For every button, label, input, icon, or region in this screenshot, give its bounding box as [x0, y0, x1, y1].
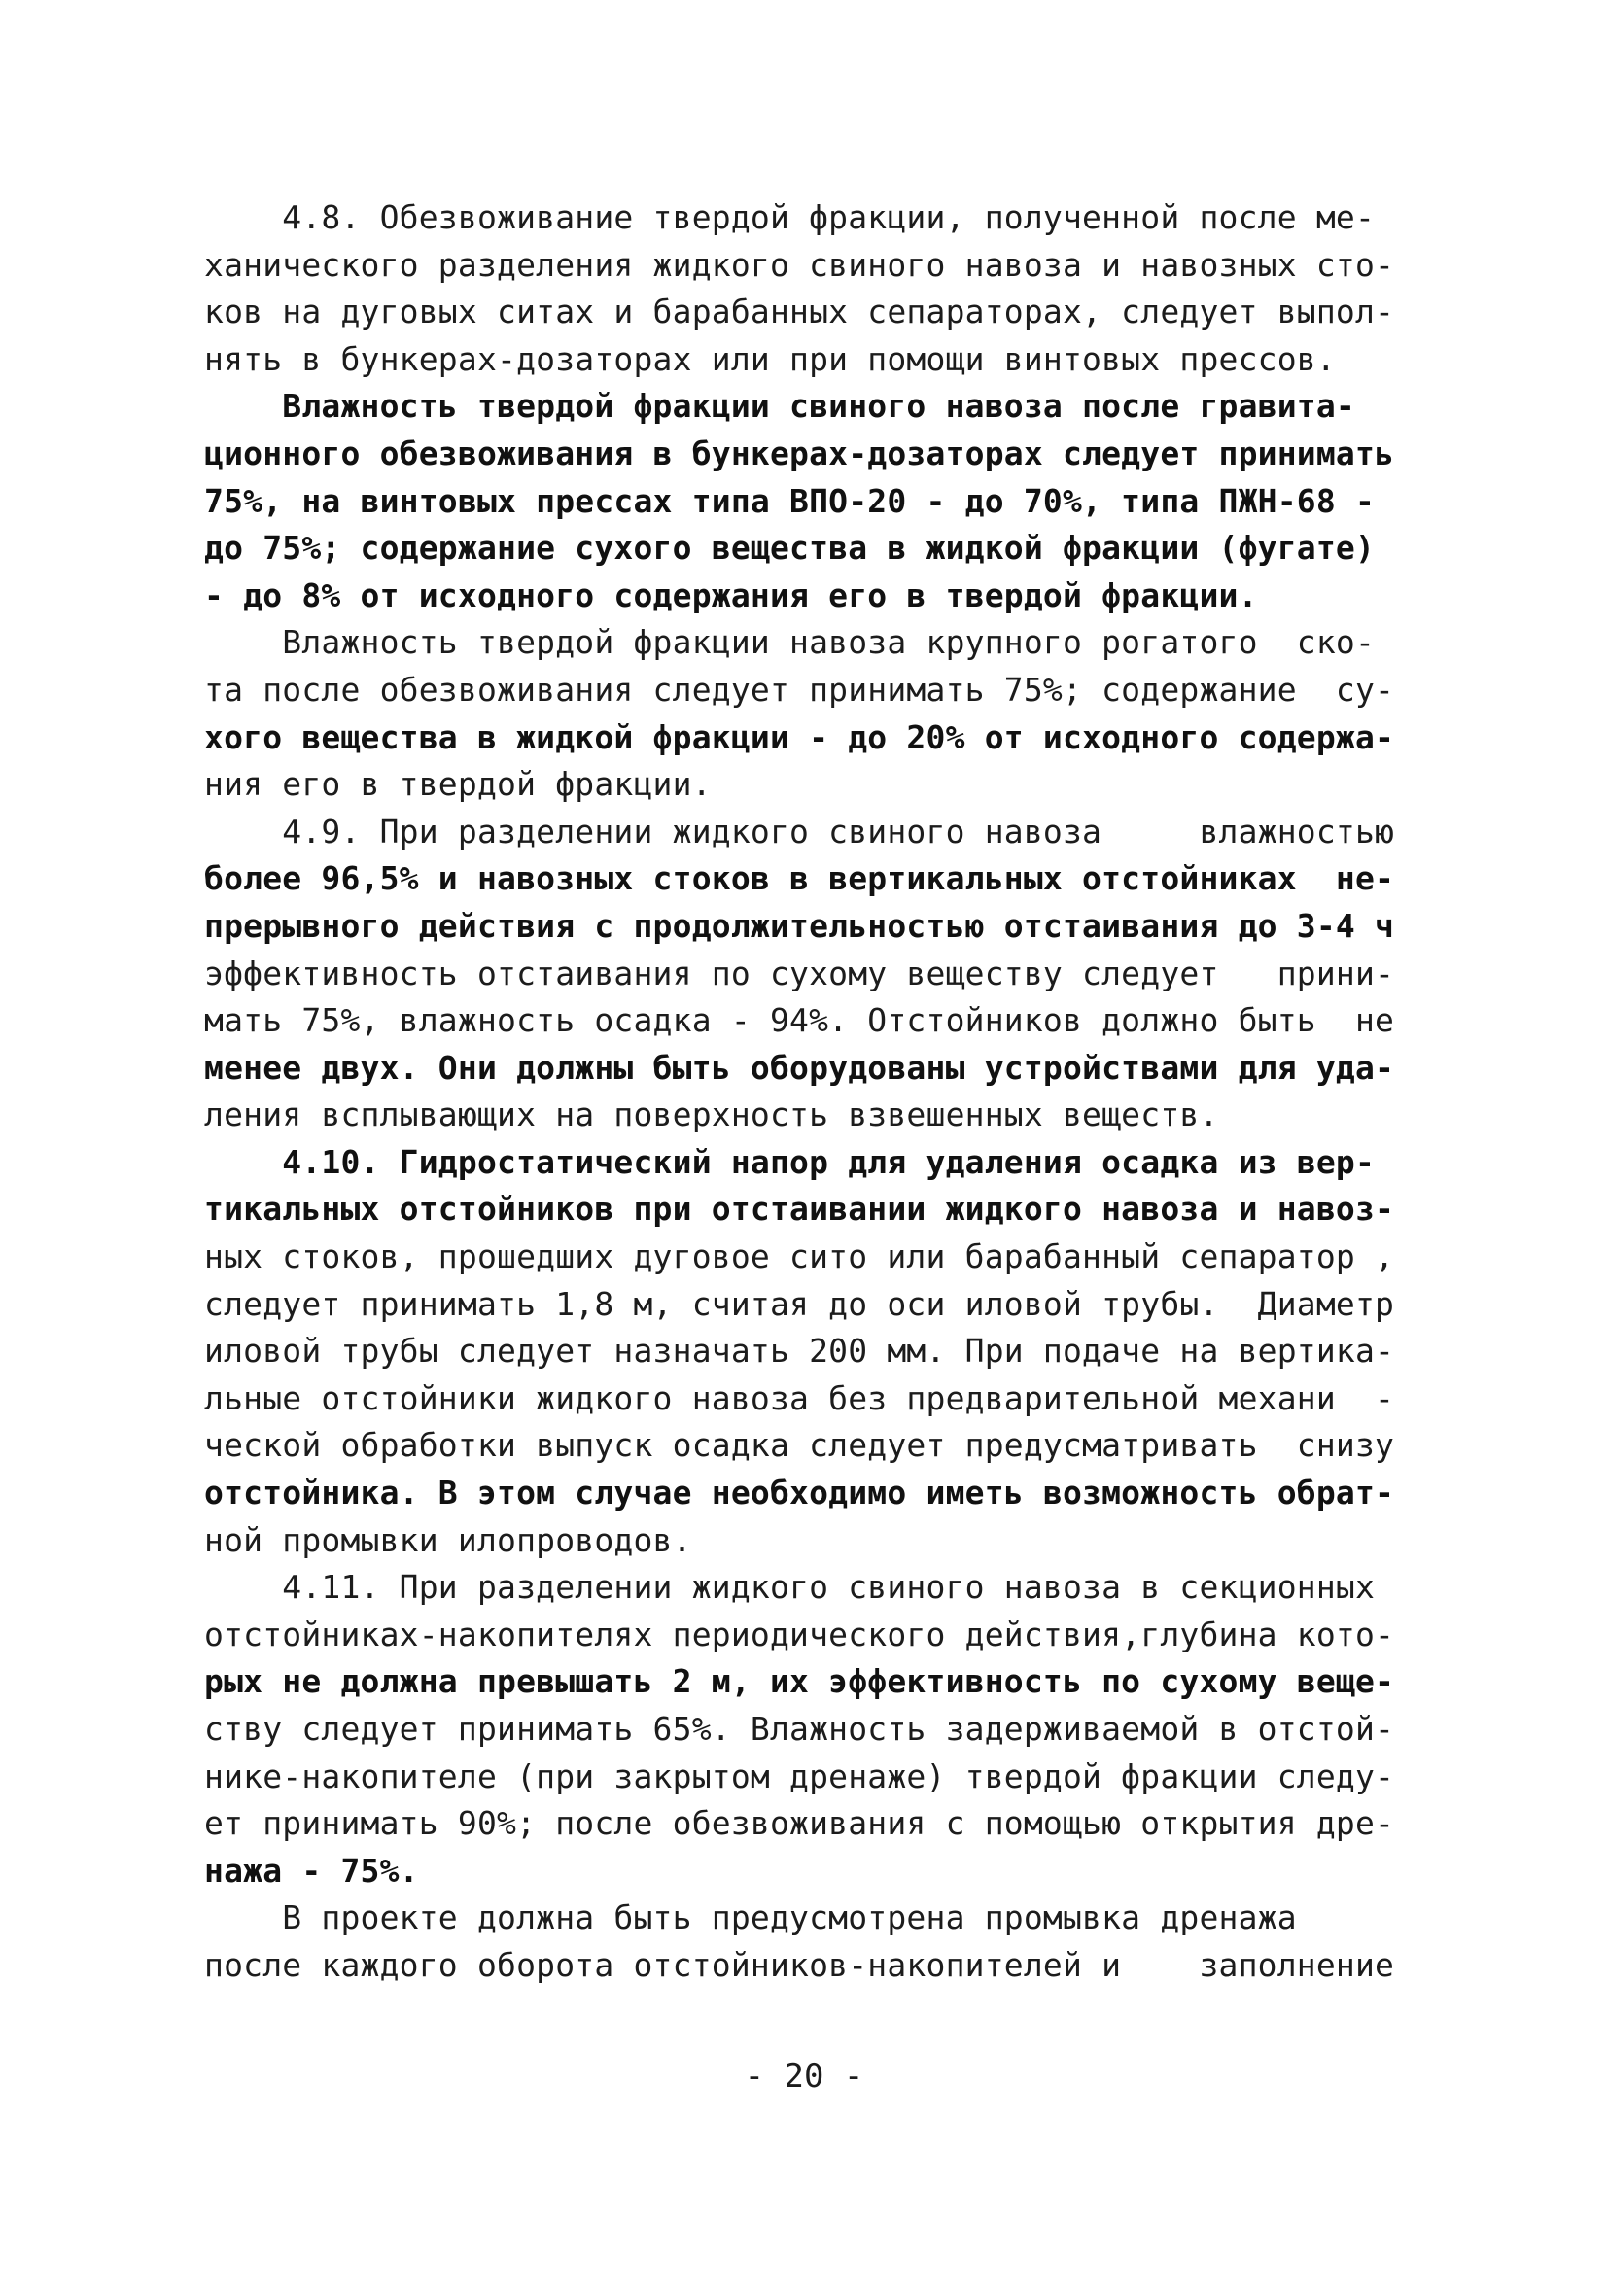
text-line: ных стоков, прошедших дуговое сито или барабанный сепаратор , [204, 1237, 1395, 1276]
paragraph-cattle-manure [204, 619, 1419, 808]
text-line: менее двух. Они должны быть оборудованы устройствами для уда- [204, 1048, 1395, 1087]
text-line: - до 8% от исходного содержания его в твердой фракции. [204, 575, 1258, 614]
paragraph-4-10 [204, 1139, 1419, 1564]
text-line: до 75%; содержание сухого вещества в жидкой фракции (фугате) [204, 529, 1376, 568]
text-line: 4.9. При разделении жидкого свиного навоза влажностью [204, 812, 1395, 851]
text-line: ханического разделения жидкого свиного навоза и навозных сто- [204, 245, 1395, 284]
text-line: следует принимать 1,8 м, считая до оси иловой трубы. Диаметр [204, 1284, 1395, 1323]
text-line: ству следует принимать 65%. Влажность задерживаемой в отстой- [204, 1710, 1395, 1748]
text-line: Влажность твердой фракции свиного навоза после гравита- [204, 387, 1355, 426]
text-line: 4.10. Гидростатический напор для удаления осадка из вер- [204, 1142, 1376, 1181]
page-number: - 20 - [744, 2057, 864, 2096]
text-line: отстойника. В этом случае необходимо иметь возможность обрат- [204, 1474, 1395, 1513]
text-line: нажа - 75%. [204, 1851, 419, 1890]
text-line: хого вещества в жидкой фракции - до 20% от исходного содержа- [204, 717, 1395, 756]
text-line: иловой трубы следует назначать 200 мм. При подаче на вертика- [204, 1332, 1395, 1371]
paragraph-drainage-flushing [204, 1895, 1419, 1989]
text-line: ционного обезвоживания в бункерах-дозаторах следует принимать [204, 434, 1395, 472]
text-line: ет принимать 90%; после обезвоживания с помощью открытия дре- [204, 1804, 1395, 1843]
text-line: нять в бункерах-дозаторах или при помощи винтовых прессов. [204, 339, 1336, 378]
text-line: ления всплывающих на поверхность взвешенных веществ. [204, 1096, 1219, 1134]
text-line: В проекте должна быть предусмотрена промывка дренажа [204, 1898, 1297, 1937]
text-line: 75%, на винтовых прессах типа ВПО-20 - до 70%, типа ПЖН-68 - [204, 481, 1376, 520]
text-line: прерывного действия с продолжительностью отстаивания до 3-4 ч [204, 906, 1395, 945]
text-line: льные отстойники жидкого навоза без предварительной механи - [204, 1378, 1395, 1417]
text-line: нике-накопителе (при закрытом дренаже) твердой фракции следу- [204, 1757, 1395, 1795]
text-line: 4.8. Обезвоживание твердой фракции, полученной после ме- [204, 198, 1376, 236]
text-line: ной промывки илопроводов. [204, 1520, 692, 1559]
text-line: более 96,5% и навозных стоков в вертикальных отстойниках не- [204, 859, 1395, 898]
document-page [204, 194, 1419, 1990]
text-line: ческой обработки выпуск осадка следует предусматривать снизу [204, 1426, 1395, 1465]
text-line: ния его в твердой фракции. [204, 765, 712, 804]
paragraph-4-11 [204, 1564, 1419, 1895]
paragraph-4-8 [204, 194, 1419, 619]
text-line: отстойниках-накопителях периодического действия,глубина кото- [204, 1615, 1395, 1653]
text-line: ков на дуговых ситах и барабанных сепараторах, следует выпол- [204, 293, 1395, 331]
text-line: тикальных отстойников при отстаивании жидкого навоза и навоз- [204, 1190, 1395, 1229]
text-line: рых не должна превышать 2 м, их эффективность по сухому веще- [204, 1662, 1395, 1701]
text-line: Влажность твердой фракции навоза крупного рогатого ско- [204, 623, 1376, 662]
text-line: после каждого оборота отстойников-накопителей и заполнение [204, 1945, 1395, 1984]
text-line: эффективность отстаивания по сухому веществу следует прини- [204, 954, 1395, 992]
paragraph-4-9 [204, 809, 1419, 1139]
text-line: 4.11. При разделении жидкого свиного навоза в секционных [204, 1568, 1376, 1607]
text-line: мать 75%, влажность осадка - 94%. Отстойников должно быть не [204, 1001, 1395, 1040]
text-line: та после обезвоживания следует принимать 75%; содержание су- [204, 670, 1395, 709]
